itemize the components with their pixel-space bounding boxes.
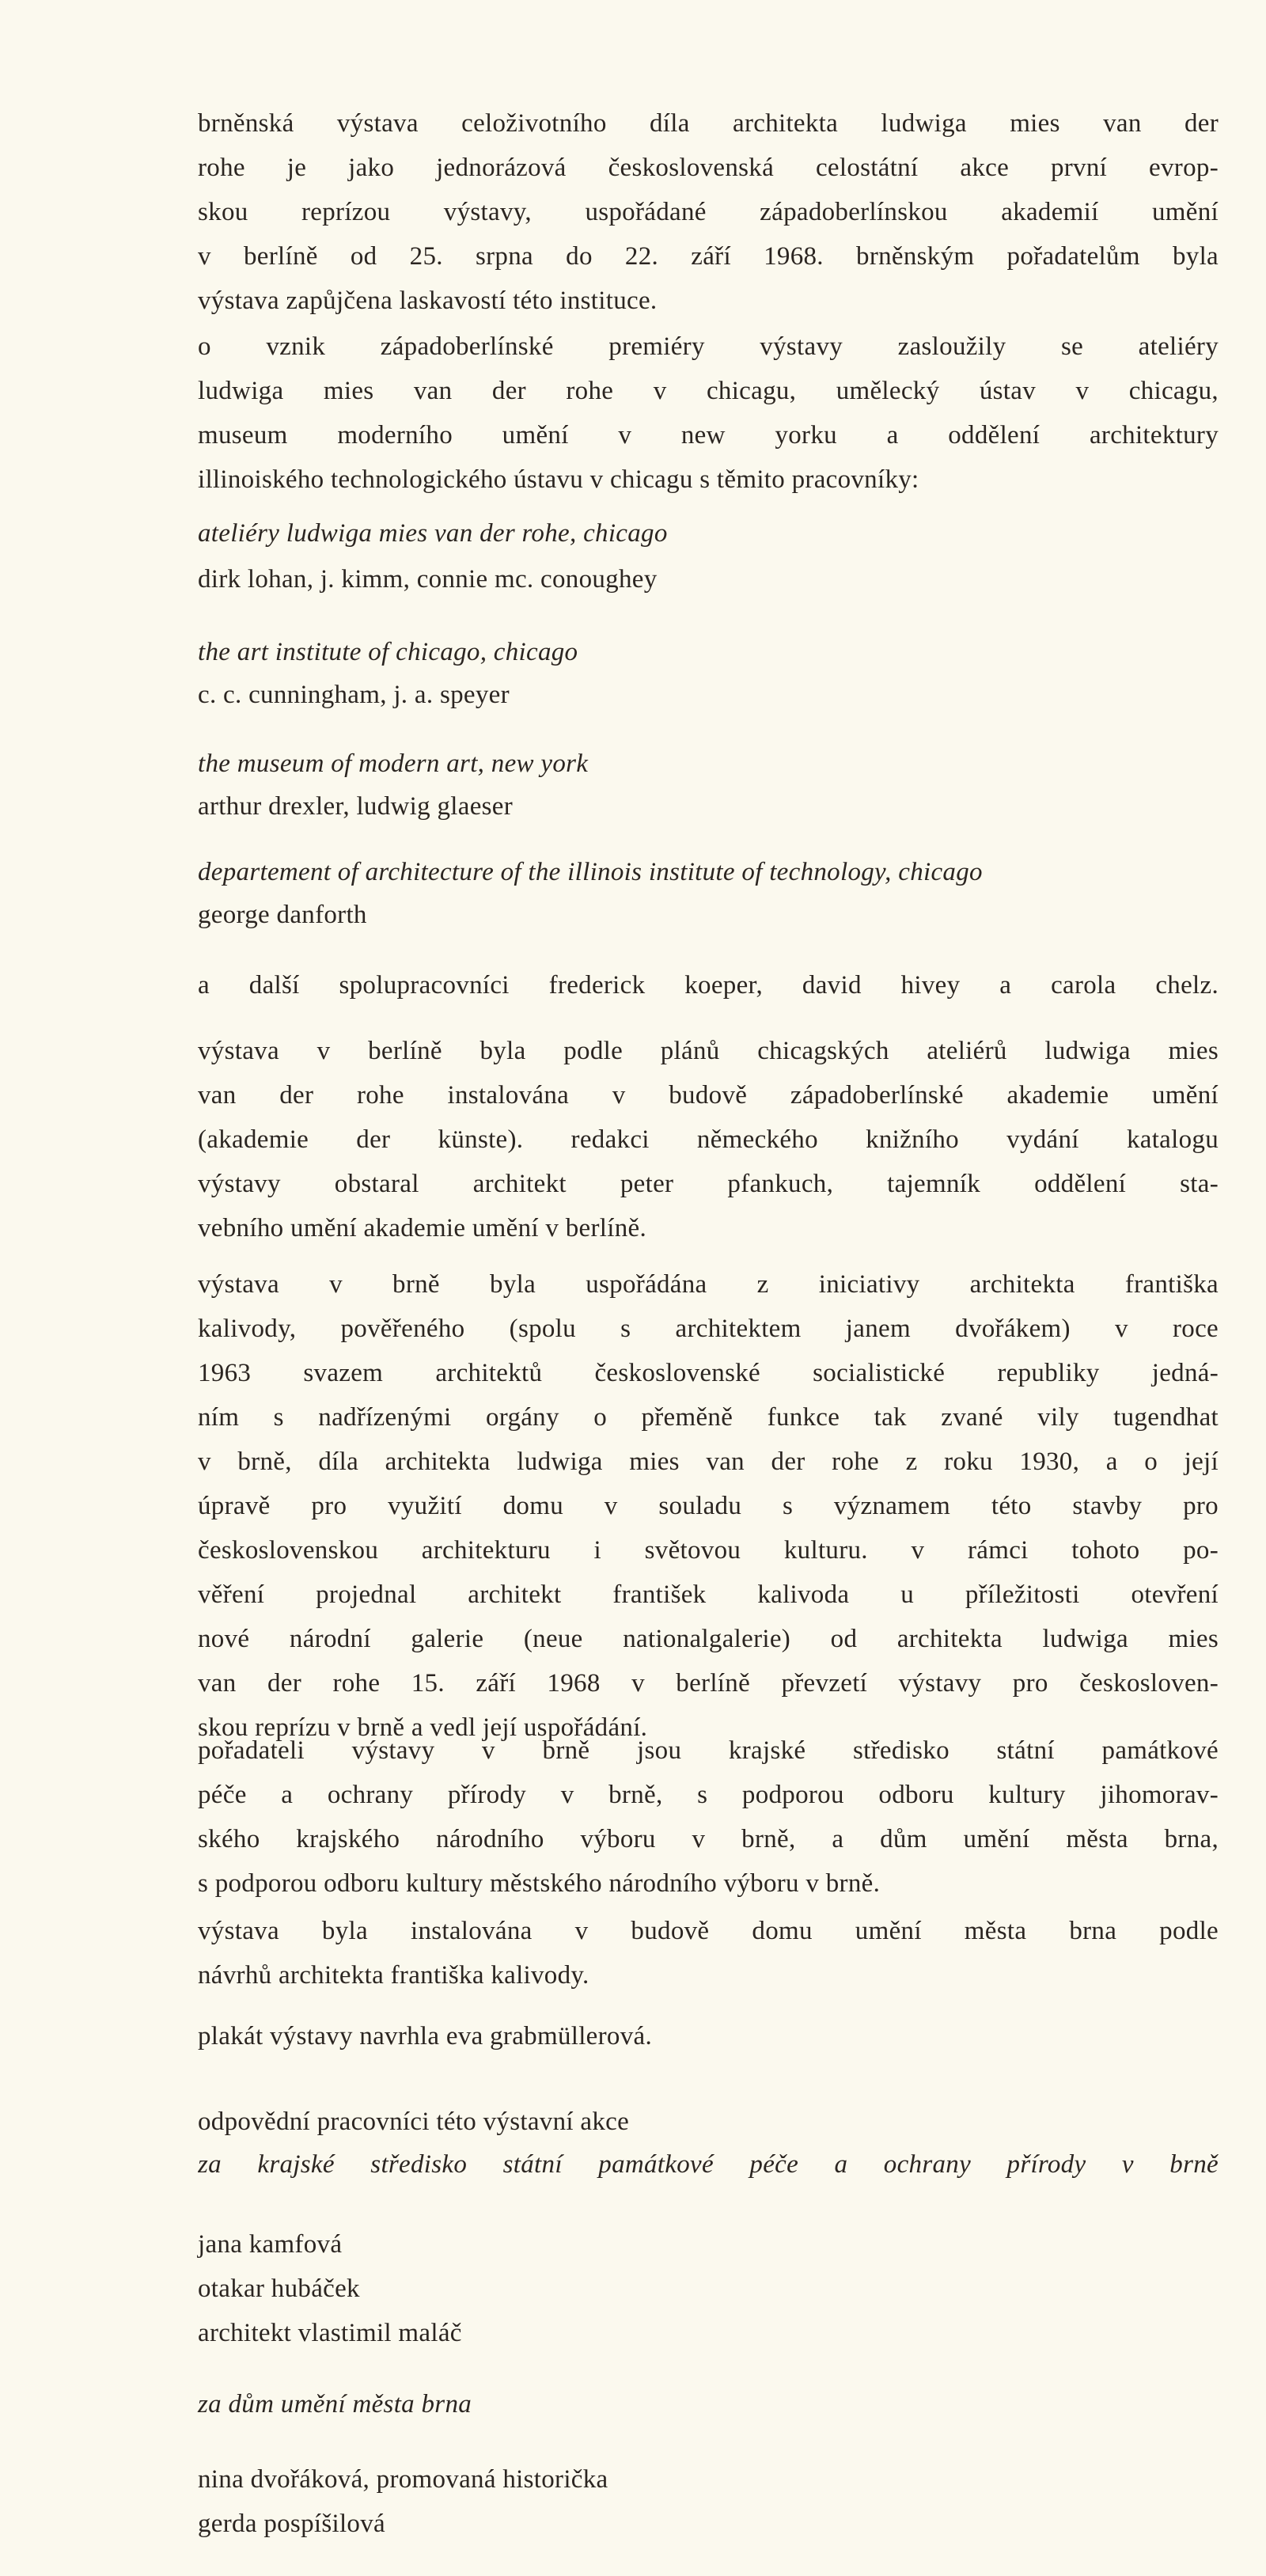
text-line: brněnská výstava celoživotního díla architekta ludwiga mies van der [198,109,1219,138]
paragraph-block [198,1909,1219,1997]
text-line: kalivody, pověřeného (spolu s architektem janem dvořákem) v roce [198,1315,1219,1343]
institution-block [198,2382,1219,2426]
text-line: péče a ochrany přírody v brně, s podporou odboru kultury jihomorav- [198,1781,1219,1809]
text-line: za krajské středisko státní památkové péče a ochrany přírody v brně [198,2150,1219,2179]
text-line: departement of architecture of the illinois institute of technology, chicago [198,858,983,886]
text-line: v berlíně od 25. srpna do 22. září 1968. brněnským pořadatelům byla [198,242,1219,271]
institution-block [198,630,1219,674]
text-line: c. c. cunningham, j. a. speyer [198,681,510,709]
text-line: československou architekturu i světovou kulturu. v rámci tohoto po- [198,1536,1219,1565]
names-block [198,2222,1219,2355]
text-line: otakar hubáček [198,2274,360,2303]
text-line: dirk lohan, j. kimm, connie mc. conoughey [198,565,658,594]
paragraph-block [198,1262,1219,1750]
text-line: gerda pospíšilová [198,2510,385,2538]
paragraph-block [198,101,1219,323]
text-line: ludwiga mies van der rohe v chicagu, umělecký ústav v chicagu, [198,377,1219,405]
text-line: a další spolupracovníci frederick koeper, david hivey a carola chelz. [198,971,1219,1000]
names-block [198,557,1219,601]
text-line: výstava v berlíně byla podle plánů chicagských ateliérů ludwiga mies [198,1037,1219,1065]
text-line: jana kamfová [198,2230,343,2259]
text-line: výstava byla instalována v budově domu umění města brna podle [198,1917,1219,1945]
text-line: nina dvořáková, promovaná historička [198,2465,608,2494]
paragraph-block [198,1029,1219,1250]
institution-block [198,511,1219,556]
text-line: skou reprízou výstavy, uspořádané západoberlínskou akademií umění [198,198,1219,226]
names-block [198,2457,1219,2546]
paragraph-block [198,1728,1219,1906]
institution-block [198,742,1219,786]
text-line: v brně, díla architekta ludwiga mies van der rohe z roku 1930, a o její [198,1447,1219,1476]
institution-block [198,2142,1219,2187]
paragraph-block [198,324,1219,502]
text-line: plakát výstavy navrhla eva grabmüllerová. [198,2022,653,2051]
text-line: věření projednal architekt františek kalivoda u příležitosti otevření [198,1580,1219,1609]
text-line: illinoiského technologického ústavu v chicagu s těmito pracovníky: [198,465,919,494]
text-line: 1963 svazem architektů československé socialistické republiky jedná- [198,1359,1219,1387]
institution-block [198,850,1219,894]
text-line: ského krajského národního výboru v brně, a dům umění města brna, [198,1825,1219,1853]
text-line: odpovědní pracovníci této výstavní akce [198,2107,630,2136]
names-block [198,673,1219,717]
text-line: nové národní galerie (neue nationalgalerie) od architekta ludwiga mies [198,1625,1219,1653]
paragraph-block [198,2014,1219,2058]
text-line: van der rohe 15. září 1968 v berlíně převzetí výstavy pro českosloven- [198,1669,1219,1698]
text-line: ním s nadřízenými orgány o přeměně funkce tak zvané vily tugendhat [198,1403,1219,1432]
paragraph-block [198,963,1219,1007]
names-block [198,893,1219,937]
text-line: návrhů architekta františka kalivody. [198,1961,589,1990]
heading-block [198,2100,1219,2144]
text-line: výstava v brně byla uspořádána z iniciativy architekta františka [198,1270,1219,1299]
text-line: o vznik západoberlínské premiéry výstavy zasloužily se ateliéry [198,332,1219,361]
text-line: pořadateli výstavy v brně jsou krajské středisko státní památkové [198,1736,1219,1765]
text-line: george danforth [198,901,367,929]
text-line: výstava zapůjčena laskavostí této instituce. [198,286,658,315]
text-line: arthur drexler, ludwig glaeser [198,792,514,821]
text-line: architekt vlastimil maláč [198,2319,462,2347]
text-line: s podporou odboru kultury městského národního výboru v brně. [198,1869,881,1898]
text-line: ateliéry ludwiga mies van der rohe, chicago [198,519,668,548]
text-line: výstavy obstaral architekt peter pfankuch, tajemník oddělení sta- [198,1170,1219,1198]
text-line: museum moderního umění v new yorku a oddělení architektury [198,421,1219,450]
text-line: (akademie der künste). redakci německého knižního vydání katalogu [198,1125,1219,1154]
text-line: the art institute of chicago, chicago [198,638,578,666]
names-block [198,784,1219,829]
text-line: van der rohe instalována v budově západoberlínské akademie umění [198,1081,1219,1110]
text-line: vebního umění akademie umění v berlíně. [198,1214,647,1242]
text-line: úpravě pro využití domu v souladu s významem této stavby pro [198,1492,1219,1520]
text-line: za dům umění města brna [198,2390,472,2419]
text-line: the museum of modern art, new york [198,749,589,778]
text-line: skou reprízu v brně a vedl její uspořádání. [198,1713,648,1742]
text-line: rohe je jako jednorázová československá celostátní akce první evrop- [198,154,1219,182]
